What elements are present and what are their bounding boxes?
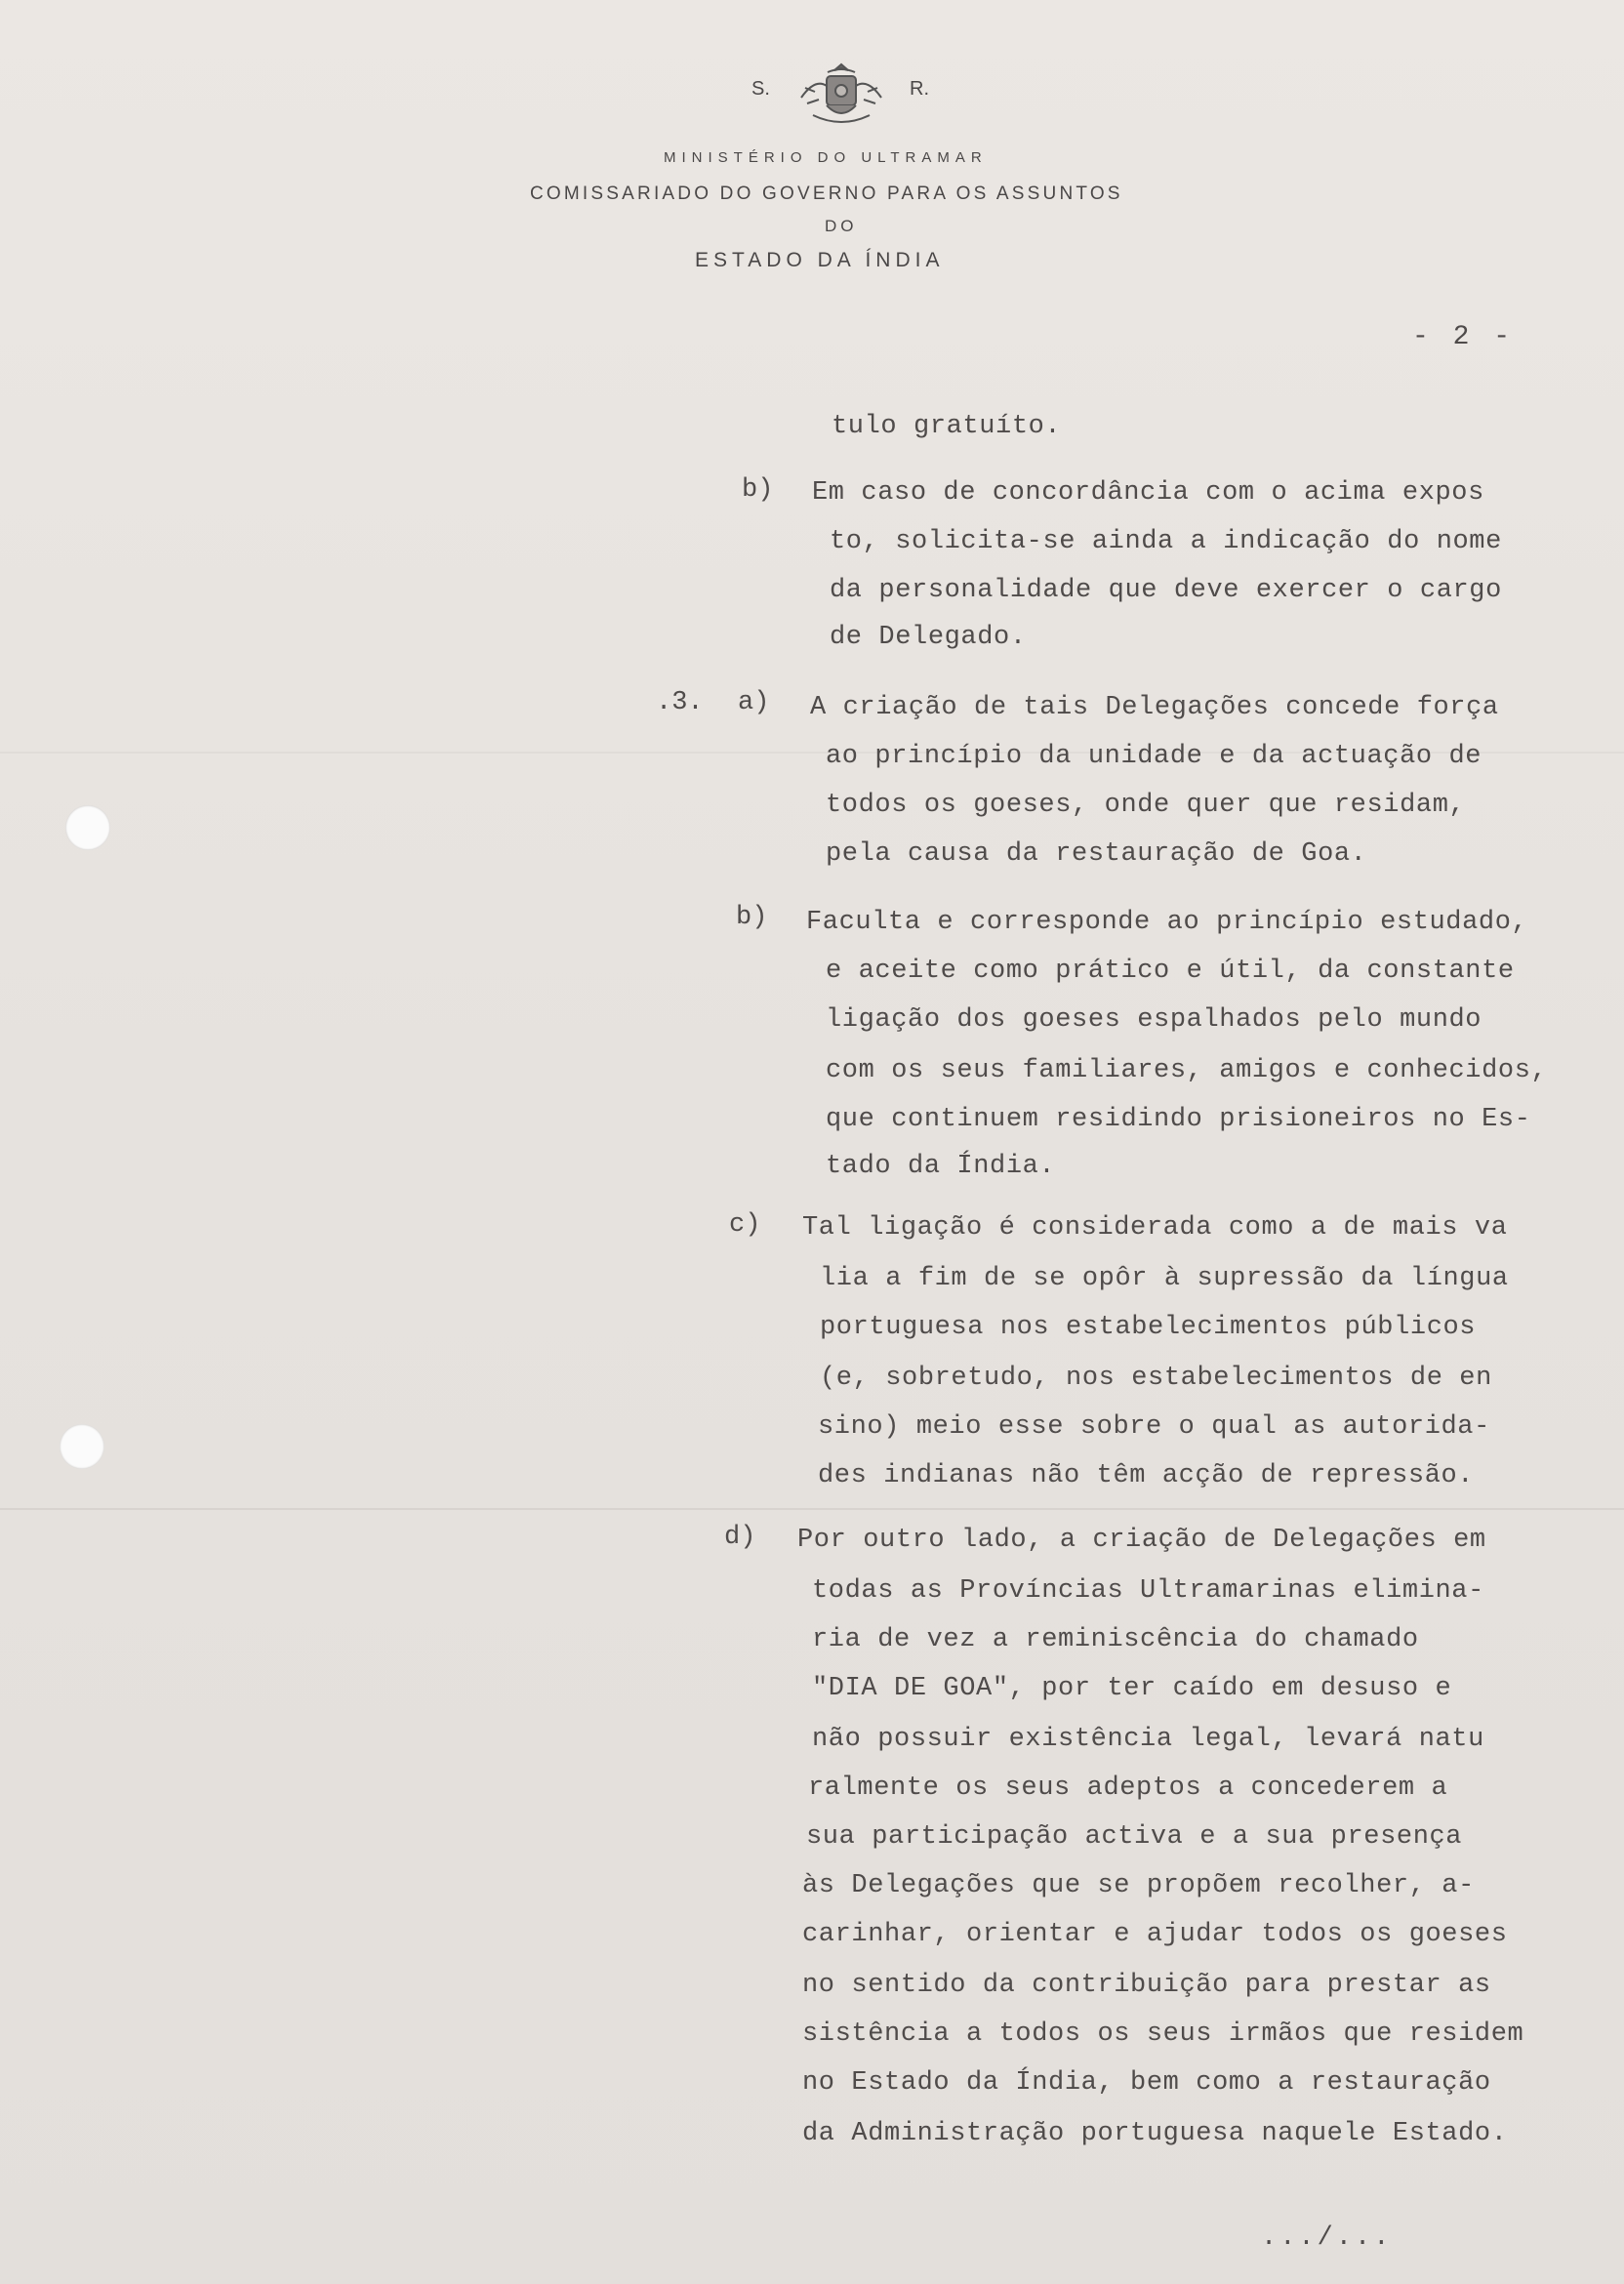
text-line: ria de vez a reminiscência do chamado — [812, 1625, 1419, 1654]
text-line: to, solicita-se ainda a indicação do nome — [830, 527, 1502, 556]
text-line: no sentido da contribuição para prestar as — [802, 1971, 1491, 2000]
text-line: carinhar, orientar e ajudar todos os goeses — [802, 1920, 1508, 1949]
item-label-3: .3. — [656, 688, 704, 717]
text-line: tulo gratuíto. — [832, 412, 1062, 441]
text-line: no Estado da Índia, bem como a restauração — [802, 2068, 1491, 2098]
item-label-a: a) — [738, 688, 770, 717]
text-line: ralmente os seus adeptos a concederem a — [808, 1774, 1448, 1803]
page-number: - 2 - — [1412, 322, 1515, 352]
text-line: ligação dos goeses espalhados pelo mundo — [826, 1005, 1482, 1035]
text-line: Faculta e corresponde ao princípio estudado, — [806, 908, 1528, 937]
punch-hole — [60, 1424, 104, 1469]
fold-crease — [0, 1508, 1624, 1510]
text-line: Tal ligação é considerada como a de mais va — [802, 1213, 1508, 1243]
text-line: todos os goeses, onde quer que residam, — [826, 791, 1466, 820]
text-line: ao princípio da unidade e da actuação de — [826, 742, 1482, 771]
ministry-title: MINISTÉRIO DO ULTRAMAR — [664, 149, 988, 166]
text-line: sua participação activa e a sua presença — [806, 1822, 1463, 1852]
text-line: pela causa da restauração de Goa. — [826, 839, 1367, 869]
text-line: Por outro lado, a criação de Delegações em — [797, 1526, 1486, 1555]
text-line: lia a fim de se opôr à supressão da língua — [820, 1264, 1509, 1293]
header-s: S. — [751, 78, 770, 100]
text-line: sistência a todos os seus irmãos que residem — [802, 2019, 1524, 2049]
text-line: todas as Províncias Ultramarinas elimina- — [812, 1576, 1484, 1606]
item-label-d: d) — [724, 1523, 756, 1552]
text-line: às Delegações que se propõem recolher, a- — [802, 1871, 1475, 1900]
text-line: tado da Índia. — [826, 1152, 1056, 1181]
estado-title: ESTADO DA ÍNDIA — [695, 249, 945, 271]
item-label-c: c) — [729, 1210, 761, 1240]
punch-hole — [65, 805, 110, 850]
text-line: de Delegado. — [830, 623, 1027, 652]
item-label-b: b) — [742, 475, 774, 505]
text-line: não possuir existência legal, levará natu — [812, 1725, 1484, 1754]
continuation-mark: .../... — [1261, 2223, 1393, 2253]
header-do: DO — [825, 217, 858, 235]
text-line: e aceite como prático e útil, da constante — [826, 957, 1515, 986]
text-line: com os seus familiares, amigos e conhecidos, — [826, 1056, 1548, 1085]
text-line: da personalidade que deve exercer o cargo — [830, 576, 1502, 605]
text-line: (e, sobretudo, nos estabelecimentos de en — [820, 1364, 1492, 1393]
header-r: R. — [910, 78, 929, 100]
text-line: portuguesa nos estabelecimentos públicos — [820, 1313, 1477, 1342]
text-line: da Administração portuguesa naquele Estado. — [802, 2119, 1508, 2148]
coat-of-arms-icon — [795, 59, 887, 131]
item-label-b: b) — [736, 903, 768, 932]
text-line: des indianas não têm acção de repressão. — [818, 1461, 1475, 1490]
text-line: Em caso de concordância com o acima expos — [812, 478, 1484, 508]
text-line: "DIA DE GOA", por ter caído em desuso e — [812, 1674, 1452, 1703]
text-line: sino) meio esse sobre o qual as autorida- — [818, 1412, 1490, 1442]
commissariat-title: COMISSARIADO DO GOVERNO PARA OS ASSUNTOS — [530, 184, 1123, 204]
text-line: que continuem residindo prisioneiros no Es- — [826, 1105, 1531, 1134]
text-line: A criação de tais Delegações concede força — [810, 693, 1499, 722]
